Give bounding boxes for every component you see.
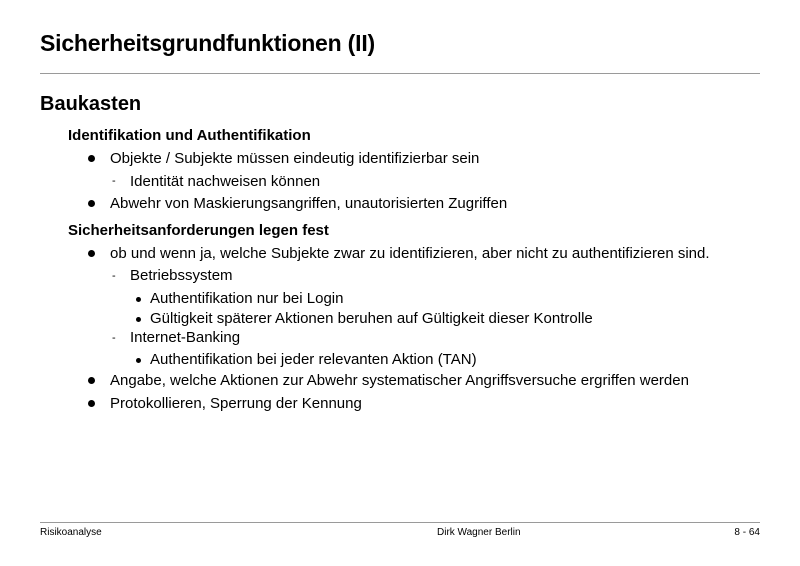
list-subsubitem: Authentifikation bei jeder relevanten Aktion (TAN) (150, 351, 477, 368)
list-subitem: Betriebssystem (130, 267, 233, 284)
footer-author: Dirk Wagner Berlin (437, 527, 521, 538)
slide-title: Sicherheitsgrundfunktionen (II) (40, 30, 375, 56)
bullet-icon (88, 200, 95, 207)
dash-icon: - (112, 270, 116, 282)
dash-icon: - (112, 175, 116, 187)
slide-subtitle: Baukasten (40, 93, 142, 115)
section-heading-requirements: Sicherheitsanforderungen legen fest (68, 222, 329, 239)
list-item: Objekte / Subjekte müssen eindeutig identifizierbar sein (110, 150, 480, 167)
list-subitem: Internet-Banking (130, 329, 241, 346)
list-item: Angabe, welche Aktionen zur Abwehr systematischer Angriffsversuche ergriffen werden (110, 372, 689, 389)
footer-course: Risikoanalyse (40, 527, 102, 538)
bullet-icon (88, 250, 95, 257)
footer-page-number: 8 - 64 (734, 527, 760, 538)
section-heading-identification: Identifikation und Authentifikation (68, 127, 311, 144)
list-item: ob und wenn ja, welche Subjekte zwar zu identifizieren, aber nicht zu authentifizieren sind. (110, 245, 710, 262)
bullet-icon (88, 400, 95, 407)
list-subsubitem: Authentifikation nur bei Login (150, 290, 344, 307)
list-subsubitem: Gültigkeit späterer Aktionen beruhen auf Gültigkeit dieser Kontrolle (150, 310, 593, 327)
title-divider (40, 73, 760, 74)
dash-icon: - (112, 332, 116, 344)
list-item: Abwehr von Maskierungsangriffen, unautorisierten Zugriffen (110, 195, 508, 212)
list-subitem: Identität nachweisen können (130, 173, 321, 190)
bullet-icon (88, 377, 95, 384)
bullet-icon (136, 317, 141, 322)
bullet-icon (88, 155, 95, 162)
bullet-icon (136, 297, 141, 302)
list-item: Protokollieren, Sperrung der Kennung (110, 395, 362, 412)
bullet-icon (136, 358, 141, 363)
footer-divider (40, 522, 760, 523)
